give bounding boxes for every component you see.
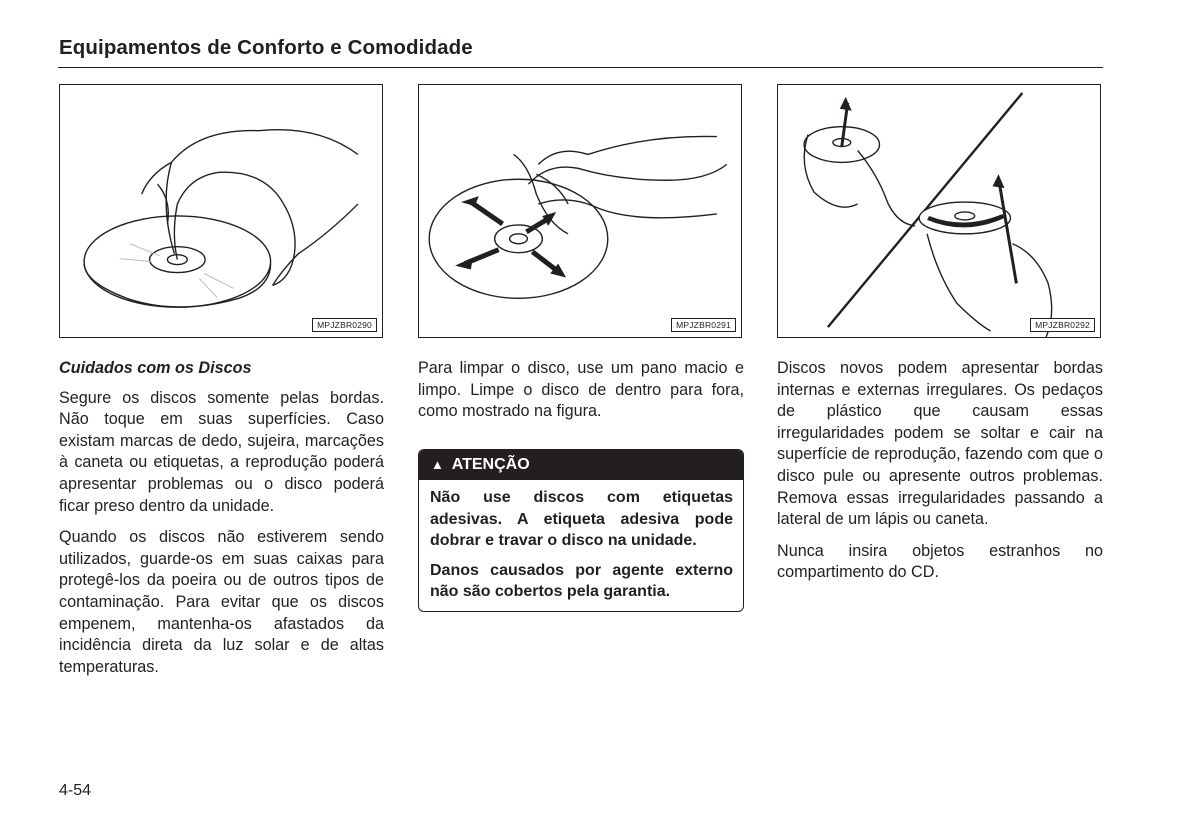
hand-holding-disc-illustration: [60, 85, 382, 337]
header-divider: [58, 67, 1103, 68]
warning-title: ATENÇÃO: [451, 456, 530, 473]
figure-disc-edges: [777, 84, 1101, 338]
pencil-smoothing-disc-edges-illustration: [778, 85, 1100, 337]
paragraph: Discos novos podem apresentar bordas internas e externas irregulares. Os pedaços de plástico que causam essas irregularidades podem se soltar e cair na superfície de reprodução, fazendo com que o disco pule ou apresente outros problemas. Remova essas irregularidades passando a lateral de um lápis ou caneta.: [777, 359, 1103, 529]
warning-paragraph: Danos causados por agente externo não são cobertos pela garantia.: [430, 561, 733, 600]
column-new-discs: [777, 358, 1103, 594]
page-title: Equipamentos de Conforto e Comodidade: [59, 36, 473, 59]
figure-code: MPJZBR0290: [312, 318, 377, 332]
section-heading: Cuidados com os Discos: [59, 359, 252, 377]
paragraph: Para limpar o disco, use um pano macio e limpo. Limpe o disco de dentro para fora, como mostrado na figura.: [418, 359, 744, 421]
figure-clean-disc: [418, 84, 742, 338]
warning-icon: ▲: [431, 457, 444, 472]
column-cleaning: [418, 358, 744, 433]
page-number: 4-54: [59, 782, 92, 799]
warning-body: [419, 480, 743, 611]
figure-hold-disc: [59, 84, 383, 338]
paragraph: Quando os discos não estiverem sendo utilizados, guarde-os em suas caixas para protegê-los da poeira ou de outros tipos de contaminação. Para evitar que os discos empenem, mantenha-os afastados da incidência direta da luz solar e de altas temperaturas.: [59, 528, 384, 676]
figure-code: MPJZBR0291: [671, 318, 736, 332]
warning-header: [419, 450, 743, 480]
warning-paragraph: Não use discos com etiquetas adesivas. A etiqueta adesiva pode dobrar e travar o disco na unidade.: [430, 489, 733, 549]
column-disc-care: [59, 358, 384, 688]
hand-wiping-disc-illustration: [419, 85, 741, 337]
paragraph: Nunca insira objetos estranhos no compartimento do CD.: [777, 541, 1103, 582]
paragraph: Segure os discos somente pelas bordas. Não toque em suas superfícies. Caso existam marcas de dedo, sujeira, marcações à caneta ou etiquetas, a reprodução poderá apresentar problemas ou o disco poderá ficar preso dentro da unidade.: [59, 388, 384, 515]
warning-box: [418, 449, 744, 612]
figure-code: MPJZBR0292: [1030, 318, 1095, 332]
